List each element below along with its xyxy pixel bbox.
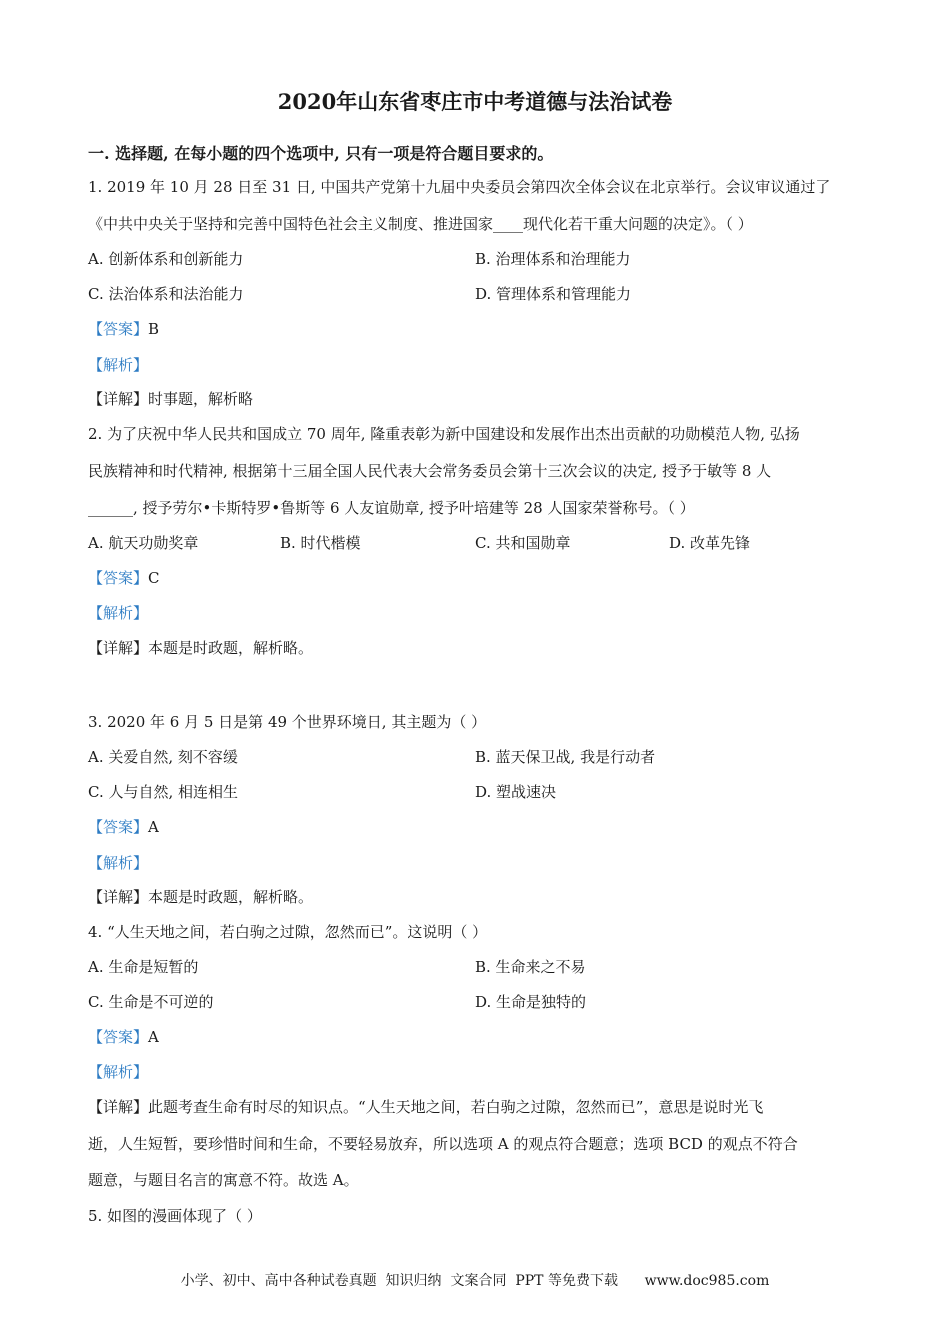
q4-option-d: D. 生命是独特的: [475, 993, 587, 1011]
q4-stem-line-1: 4. “人生天地之间，若白驹之过隙，忽然而已”。这说明（ ）: [88, 923, 488, 941]
q4-detail-line-1: [88, 1096, 763, 1117]
analysis-label: 【解析】: [88, 604, 149, 622]
q4-detail-line-2: 逝，人生短暂，要珍惜时间和生命，不要轻易放弃，所以选项 A 的观点符合题意；选项 BCD 的观点不符合: [88, 1135, 798, 1153]
answer-value: A: [148, 1028, 159, 1046]
q3-analysis: [88, 852, 148, 873]
q3-detail: [88, 886, 313, 907]
q2-option-c: C. 共和国勋章: [475, 534, 571, 552]
answer-value: C: [148, 569, 160, 587]
detail-text: 此题考查生命有时尽的知识点。“人生天地之间，若白驹之过隙，忽然而已”，意思是说时光飞: [148, 1098, 764, 1116]
q1-option-c: C. 法治体系和法治能力: [88, 285, 244, 303]
page-footer: 小学、初中、高中各种试卷真题 知识归纳 文案合同 PPT 等免费下载 www.doc985.com: [180, 1273, 770, 1289]
q1-stem-line-1: 1. 2019 年 10 月 28 日至 31 日, 中国共产党第十九届中央委员会第四次全体会议在北京举行。会议审议通过了: [88, 178, 831, 196]
q1-option-b: B. 治理体系和治理能力: [475, 250, 631, 268]
detail-text: 本题是时政题，解析略。: [148, 639, 314, 657]
detail-label: 【详解】: [88, 390, 149, 408]
answer-label: 【答案】: [88, 569, 149, 587]
answer-label: 【答案】: [88, 1028, 149, 1046]
analysis-label: 【解析】: [88, 854, 149, 872]
detail-label: 【详解】: [88, 1098, 149, 1116]
page-title: 2020年山东省枣庄市中考道德与法治试卷: [277, 89, 673, 114]
q4-answer: [88, 1026, 159, 1047]
detail-text: 本题是时政题，解析略。: [148, 888, 314, 906]
q1-option-a: A. 创新体系和创新能力: [88, 250, 244, 268]
q4-option-a: A. 生命是短暂的: [88, 958, 199, 976]
analysis-label: 【解析】: [88, 356, 149, 374]
answer-label: 【答案】: [88, 320, 149, 338]
q1-stem-line-2: 《中共中央关于坚持和完善中国特色社会主义制度、推进国家____现代化若干重大问题的决定》。（ ）: [88, 215, 753, 233]
q2-option-b: B. 时代楷模: [280, 534, 361, 552]
q4-option-c: C. 生命是不可逆的: [88, 993, 214, 1011]
q4-analysis: [88, 1061, 148, 1082]
q3-option-b: B. 蓝天保卫战, 我是行动者: [475, 748, 656, 766]
q2-stem-line-1: 2. 为了庆祝中华人民共和国成立 70 周年, 隆重表彰为新中国建设和发展作出杰出贡献的功勋模范人物, 弘扬: [88, 425, 800, 443]
q3-stem-line-1: 3. 2020 年 6 月 5 日是第 49 个世界环境日, 其主题为（ ）: [88, 713, 487, 731]
q3-option-a: A. 关爱自然, 刻不容缓: [88, 748, 238, 766]
q4-option-b: B. 生命来之不易: [475, 958, 586, 976]
q4-detail-line-3: 题意，与题目名言的寓意不符。故选 A。: [88, 1171, 359, 1189]
q1-answer: [88, 318, 159, 339]
q2-stem-line-3: ______, 授予劳尔•卡斯特罗•鲁斯等 6 人友谊勋章, 授予叶培建等 28 人国家荣誉称号。（ ）: [88, 499, 695, 517]
analysis-label: 【解析】: [88, 1063, 149, 1081]
answer-label: 【答案】: [88, 818, 149, 836]
answer-value: B: [148, 320, 160, 338]
q3-option-c: C. 人与自然, 相连相生: [88, 783, 239, 801]
q2-analysis: [88, 602, 148, 623]
q3-option-d: D. 塑战速决: [475, 783, 557, 801]
q1-detail: [88, 388, 253, 409]
q3-answer: [88, 816, 159, 837]
detail-label: 【详解】: [88, 639, 149, 657]
q5-stem-line-1: 5. 如图的漫画体现了（ ）: [88, 1207, 262, 1225]
detail-text: 时事题，解析略: [148, 390, 254, 408]
q1-option-d: D. 管理体系和管理能力: [475, 285, 632, 303]
q1-analysis: [88, 354, 148, 375]
q2-detail: [88, 637, 313, 658]
section-heading: 一. 选择题, 在每小题的四个选项中, 只有一项是符合题目要求的。: [88, 144, 554, 163]
q2-option-d: D. 改革先锋: [669, 534, 751, 552]
answer-value: A: [148, 818, 159, 836]
q2-option-a: A. 航天功勋奖章: [88, 534, 199, 552]
detail-label: 【详解】: [88, 888, 149, 906]
q2-answer: [88, 567, 160, 588]
q2-stem-line-2: 民族精神和时代精神, 根据第十三届全国人民代表大会常务委员会第十三次会议的决定, 授予于敏等 8 人: [88, 462, 772, 480]
